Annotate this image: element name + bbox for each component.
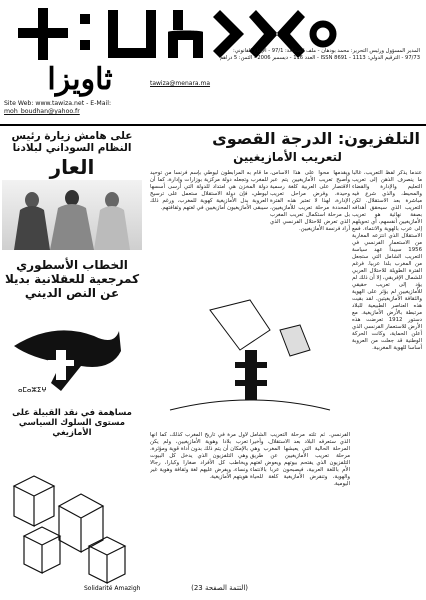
pubinfo-line: المدير المسؤول ورئيس التحرير: محمد بودهان - ملف الصحافة: 97/1 - الإيداع القانوني: xyxy=(232,48,420,54)
article-title[interactable]: التلفزيون: الدرجة القصوى xyxy=(212,129,420,148)
headline-text: على هامش زيارة رئيس النظام السوداني لبلادنا xyxy=(11,130,133,154)
masthead-divider xyxy=(0,124,426,126)
headline-big: العار xyxy=(49,155,95,179)
drawing-caption: ⴰⵎⴰⵣⵉⵖ xyxy=(18,386,47,394)
article-column: لأول مرة في تاريخ المغرب كذلك، كما أنها تعرب بلادا وهوية الأمازيغيين، ولم يكن بالإمكان أن يتم ذلك بدون أداة قوية ومؤثرة، وهي التلفزيون الذي يدخل كل البيوت ويخاطب كل الأفراد صغارا وكبارا، رجالا ونساء، ويفرض عليهم لغة وثقافة وهوية غير هويتهم الأمازيغية. xyxy=(150,432,248,480)
arabic-logo: ثاويزا xyxy=(47,62,113,97)
article-column: عندما يذكر لفظ التعريب، غالبا ما ينصرف الذهن إلى تعريب التعليم والإدارة والقضاء والمحيط، والذي شرع فيه مباشرة بعد الاستقلال. لكن التعريب الذي سيحقق أهدافه بصفة نهائية هو تعريب الأمازيغيين أنفسهم، أي تحويلهم إلى عرب بالهوية والانتماء. فمع الاستقلال الذي انتزعه المغاربة من الاستعمار الفرنسي في 1956 سيبدأ عهد سياسة التعريب الشامل التي ستجعل من المغرب بلدا عربيا. فرغم الفترة الطويلة للاحتلال العربي للشمال الإفريقي، إلا أن ذلك لم يؤد إلى تعريب حقيقي للأمازيغيين لم يؤثر على الهوية والثقافة الأمازيغيتين. لقد بقيت هذه العناصر الطبيعية للبلاد مرتبطة بالأرض الأمازيغية. مع دستور 1912 تعرضت هذه الأرض للاستعمار الفرنسي الذي أعلن الحماية، وكانت الحركة الوطنية قد جعلت من العروبة أساسا للهوية المغربية. xyxy=(352,170,422,351)
article-column: ويقدمها محوا على هذا الأساس، وأصبح تعريب الأمازيغيين يتم عبر الاقتصار على العربية كلغة رسمية وحيدة، وفرض مراحل تعريب الإدارة، لهذا لا تعتبر هذه الفترة المحددة مرحلة تعريب للأمازيغيين، بل مرحلة استكمال تعريب المغرب الذي تعرض للاحتلال الفرنسي الذي أراد فرنسة الأمازيغيين. xyxy=(270,170,350,232)
continued-note[interactable]: (التتمة الصفحة 23) xyxy=(191,584,248,592)
email-line[interactable]: moh_boudhan@yahoo.fr xyxy=(4,108,80,115)
publication-info xyxy=(150,48,420,62)
art-blocks xyxy=(4,446,142,596)
drawing-hand xyxy=(4,316,124,400)
article-column: الفرنسي. ثم تلته مرحلة التعريب الشامل الذي ستعرفه البلاد بعد الاستقلال، وأخيرا المرحلة الحالية التي يعيشها المغرب وهي مرحلة تعريب الأمازيغيين عن طريق التلفزيون الذي يقتحم بيوتهم ويعوض لغتهم الأم باللغة العربية، فيصبحون عربا بالانتماء والهوية، وتنقرض الأمازيغية كلغة للحياة اليومية. xyxy=(250,432,350,487)
article-column: ما قام به المرابطون ليوطي بإسم فرنسا من توحيد للمغرب وتجعله دولة مركزية بوزارات وإدارة، كما أن دولة المخزن هي امتداد للدولة التي أرسى أسسها ليوطي، فإن دولة الاستقلال ستعمل على ترسيخ العروبة بدل الأمازيغية كهوية للمغرب، ورغم ذلك سيبقى الأمازيغيون أمازيغيين في لغتهم وثقافتهم. xyxy=(150,170,268,211)
email-label[interactable]: tawiza@menara.ma xyxy=(150,80,211,87)
article-subtitle: لتعريب الأمازيغيين xyxy=(233,150,342,164)
headline-sudan[interactable] xyxy=(2,130,142,178)
contact-block xyxy=(4,100,179,118)
site-line[interactable]: Site Web: www.tawiza.net - E-Mail: xyxy=(4,100,112,107)
art-caption: Solidarité Amazigh xyxy=(84,585,141,592)
cartoon-image xyxy=(150,290,350,430)
headline-tribe[interactable]: مساهمة في نقد القبيلة على مستوى السلوك السياسي الأمازيغي xyxy=(12,408,132,438)
pubinfo-line: 97/73 - الترقيم الدولي: 1113 - 8691 ISSN - العدد 116 - ديسمبر 2006 - الثمن: 5 دراهم xyxy=(219,55,420,62)
headline-myth[interactable]: الخطاب الأسطوري كمرجعية للعقلانية بديلا عن النص الديني xyxy=(4,258,140,300)
photo-figures xyxy=(2,180,142,250)
